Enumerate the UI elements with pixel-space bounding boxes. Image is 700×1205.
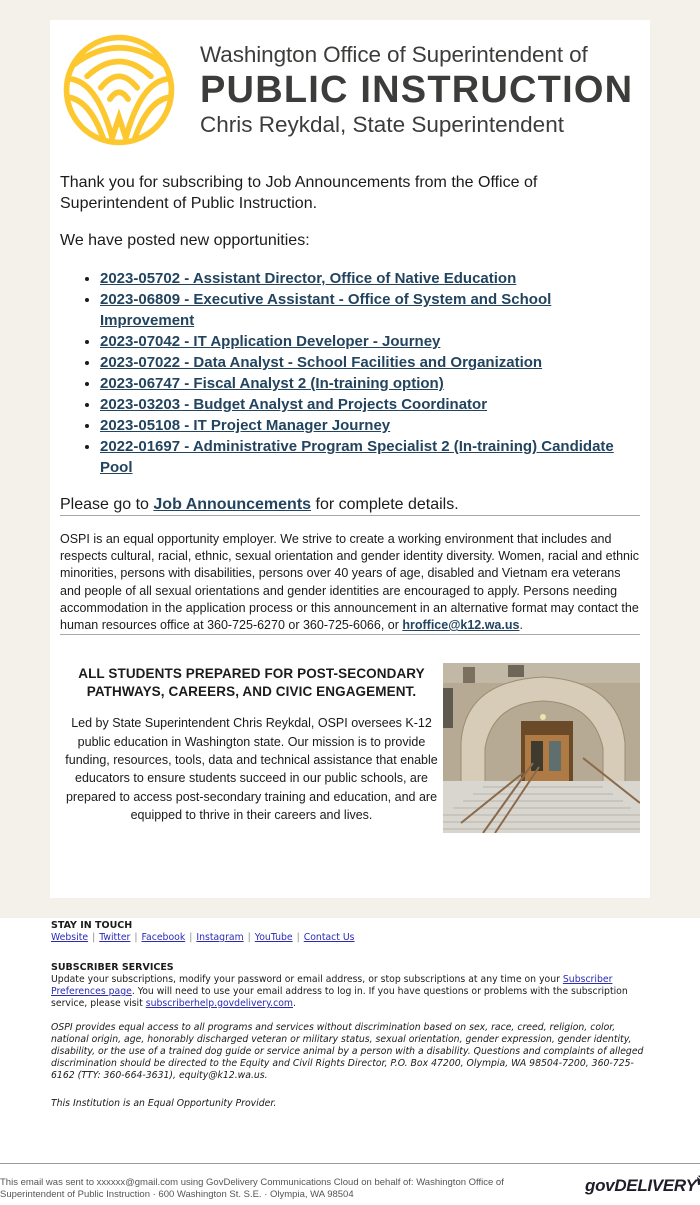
job-item [100,289,640,331]
archway-illustration-icon [443,663,640,833]
job-announcements-link[interactable]: Job Announcements [153,496,312,513]
logo-line-3: Chris Reykdal, State Superintendent [200,112,564,137]
job-item [100,373,640,394]
mission-title: ALL STUDENTS PREPARED FOR POST-SECONDARY PATHWAYS, CAREERS, AND CIVIC ENGAGEMENT. [78,666,425,700]
youtube-link[interactable]: YouTube [254,932,293,943]
mission-text-block [60,663,443,833]
mission-body: Led by State Superintendent Chris Reykdal, OSPI oversees K-12 public education in Washington state. Our mission is to provide funding, resources, tools, data and technical assistance that enable educators to ensure students succeed in our public schools, are prepared to access post-secondary training and education, and are equipped to thrive in their careers and lives. [65,716,438,823]
divider [60,515,640,516]
eeo-end: . [519,618,523,633]
envelope-icon [695,1172,700,1188]
job-list [60,268,640,478]
subscriber-preferences-link[interactable]: Subscriber Preferences page [51,974,613,997]
goto-text [60,494,640,515]
facebook-link[interactable]: Facebook [141,932,186,943]
contact-us-link[interactable]: Contact Us [303,932,355,943]
subscriber-text-1: Update your subscriptions, modify your password or email address, or stop subscriptions at any time on your [51,974,563,985]
social-links [51,932,651,944]
subscriberhelp-link[interactable]: subscriberhelp.govdelivery.com [145,998,293,1009]
bottom-divider [0,1163,700,1164]
ospi-logo-icon [62,33,176,147]
job-link[interactable]: 2022-01697 - Administrative Program Specialist 2 (In-training) Candidate Pool [100,438,614,476]
separator: | [247,932,251,943]
logo-line-2: PUBLIC INSTRUCTION [200,69,634,111]
subscriber-services-text [51,974,651,1010]
job-link[interactable]: 2023-06747 - Fiscal Analyst 2 (In-training option) [100,375,444,392]
separator: | [189,932,193,943]
govdelivery-footer [51,920,651,1110]
job-item [100,331,640,352]
thank-you-text: Thank you for subscribing to Job Announcements from the Office of Superintendent of Public Instruction. [60,174,538,212]
ospi-logo-text [200,41,633,139]
job-link[interactable]: 2023-06809 - Executive Assistant - Office of System and School Improvement [100,291,552,329]
govdelivery-wordmark: govDELIVERY [585,1176,697,1195]
equal-opportunity-provider: This Institution is an Equal Opportunity Provider. [51,1098,277,1109]
job-link[interactable]: 2023-07022 - Data Analyst - School Facilities and Organization [100,354,543,371]
eeo-statement [60,531,640,634]
posted-text: We have posted new opportunities: [60,232,310,249]
job-item [100,394,640,415]
divider [60,634,640,635]
separator: | [92,932,96,943]
job-link[interactable]: 2023-05702 - Assistant Director, Office of Native Education [100,270,517,287]
subscriber-services-heading: SUBSCRIBER SERVICES [51,962,174,973]
job-item [100,415,640,436]
govdelivery-logo[interactable] [585,1172,700,1196]
subscriber-text-2: . You will need to use your email address to log in. If you have questions or problems with the subscription service, please visit [51,986,628,1009]
separator: | [296,932,300,943]
website-link[interactable]: Website [51,932,89,943]
goto-prefix: Please go to [60,496,154,513]
nondiscrimination-statement: OSPI provides equal access to all programs and services without discrimination based on sex, race, creed, religion, color, national origin, age, honorably discharged veteran or military status, sexual orientation, gender expression, gender identity, disability, or the use of a trained dog guide or service animal by a person with a disability. Questions and complaints of alleged discrimination should be directed to the Equity and Civil Rights Director, P.O. Box 47200, Olympia, WA 98504-7200, 360-725-6162 (TTY: 360-664-3631), equity@k12.wa.us. [51,1022,644,1081]
email-card [50,20,650,898]
ospi-header [60,20,640,160]
job-item [100,352,640,373]
eeo-text: OSPI is an equal opportunity employer. We strive to create a working environment that includes and respects cultural, racial, ethnic, sexual orientation and gender identity diversity. Women, racial and ethnic minorities, persons with disabilities, persons over 40 years of age, disabled and Vietnam era veterans and people of all sexual orientations and gender identities are encouraged to apply. Persons needing accommodation in the application process or this announcement in an alternative format may contact the human resources office at 360-725-6270 or 360-725-6066, or [60,532,640,633]
job-link[interactable]: 2023-07042 - IT Application Developer - Journey [100,333,441,350]
job-link[interactable]: 2023-03203 - Budget Analyst and Projects Coordinator [100,396,488,413]
job-item [100,268,640,289]
stay-in-touch-heading: STAY IN TOUCH [51,920,133,931]
job-item [100,436,640,478]
subscriber-text-3: . [293,998,296,1009]
twitter-link[interactable]: Twitter [99,932,131,943]
separator: | [134,932,138,943]
instagram-link[interactable]: Instagram [196,932,244,943]
subscriber-services [51,962,651,1010]
goto-suffix: for complete details. [311,496,459,513]
building-entrance-photo [443,663,640,833]
hroffice-email-link[interactable]: hroffice@k12.wa.us [402,618,520,633]
logo-line-1: Washington Office of Superintendent of [200,42,588,67]
sent-to-notice: This email was sent to xxxxxx@gmail.com using GovDelivery Communications Cloud on behalf of: Washington Office of Superintendent of Public Instruction · 600 Washington St. S.E. · Olympia, WA 98504 [0,1177,504,1200]
mission-section [60,663,640,833]
job-link[interactable]: 2023-05108 - IT Project Manager Journey [100,417,391,434]
